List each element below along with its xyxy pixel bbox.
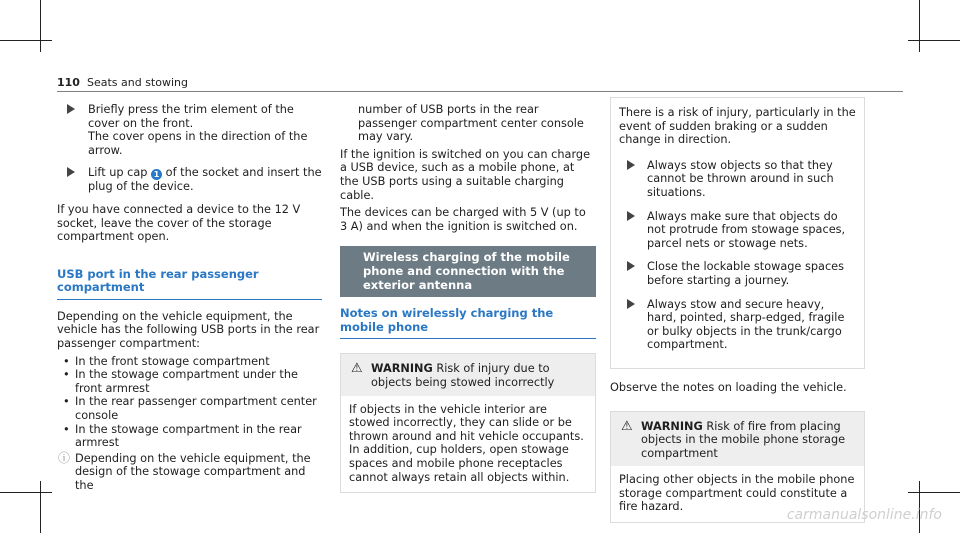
warning-body: Placing other objects in the mobile phone storage compartment could constitute a fire hazard.: [619, 473, 855, 514]
warning-label: WARNING: [371, 362, 433, 376]
section-title: Seats and stowing: [86, 76, 188, 89]
column-middle: [340, 103, 596, 493]
warning-body: If objects in the vehicle interior are stowed incorrectly, they can slide or be thrown around and hit vehicle occupants. In addition, cup holders, open stowage spaces and mobile phone receptacles cannot always retain all objects within.: [349, 402, 584, 484]
warning-header: [611, 412, 864, 467]
paragraph: number of USB ports in the rear passenger compartment center console may vary.: [358, 103, 584, 144]
warning-icon: ⚠: [621, 418, 633, 434]
subsection-heading: Notes on wirelessly charging the mobile phone: [340, 307, 596, 339]
step-arrow-icon: [627, 261, 635, 271]
crop-mark: [908, 492, 960, 493]
watermark: carmanualsonline.info: [786, 507, 942, 523]
crop-mark: [40, 0, 41, 52]
paragraph: The devices can be charged with 5 V (up to 3 A) and when the ignition is switched on.: [340, 206, 586, 233]
step-arrow-icon: [627, 160, 635, 170]
list-item: • In the front stowage compartment: [57, 355, 322, 369]
info-icon: ⓘ: [58, 450, 71, 465]
page-header: [57, 76, 188, 90]
step-arrow-icon: [67, 167, 75, 177]
step-item: [619, 159, 856, 200]
step-item: [619, 298, 856, 352]
warning-box: [340, 353, 596, 493]
paragraph: If the ignition is switched on you can charge a USB device, such as a mobile phone, at the USB ports using a suitable charging cable.: [340, 147, 591, 202]
note-text: Depending on the vehicle equipment, the design of the stowage compartment and the: [75, 451, 311, 492]
paragraph: There is a risk of injury, particularly in the event of sudden braking or a sudden change in direction.: [619, 106, 856, 147]
warning-title: Risk of fire from placing objects in the mobile phone storage compartment: [641, 419, 846, 460]
paragraph: If you have connected a device to the 12 V socket, leave the cover of the storage compartment open.: [57, 202, 301, 244]
step-text: Lift up cap: [88, 166, 148, 180]
warning-label: WARNING: [641, 419, 703, 433]
step-text: Briefly press the trim element of the cover on the front.: [88, 103, 294, 130]
crop-mark: [919, 0, 920, 52]
step-text: Always stow objects so that they cannot be thrown around in such situations.: [647, 158, 834, 199]
step-result: The cover opens in the direction of the arrow.: [88, 130, 308, 157]
step-arrow-icon: [627, 299, 635, 309]
usb-port-list: [57, 355, 322, 450]
list-item: • In the stowage compartment in the rear armrest: [57, 423, 322, 450]
list-item: • In the rear passenger compartment center console: [57, 395, 322, 422]
step-item: [619, 260, 856, 287]
header-rule: [57, 91, 903, 92]
step-arrow-icon: [67, 104, 75, 114]
warning-icon: ⚠: [351, 361, 363, 377]
step-text: of the socket and insert the plug of the device.: [88, 166, 322, 194]
note: [57, 452, 322, 493]
paragraph: Depending on the vehicle equipment, the vehicle has the following USB ports in the rear passenger compartment:: [57, 309, 320, 350]
warning-header: [341, 354, 595, 395]
step-text: Always stow and secure heavy, hard, pointed, sharp-edged, fragile or bulky objects in the trunk/cargo compartment.: [647, 297, 845, 352]
section-banner: Wireless charging of the mobile phone and connection with the exterior antenna: [340, 246, 596, 297]
step-item: [57, 103, 322, 157]
step-text: Close the lockable stowage spaces before starting a journey.: [647, 260, 845, 287]
crop-mark: [40, 481, 41, 533]
list-item: • In the stowage compartment under the front armrest: [57, 368, 322, 395]
paragraph: Observe the notes on loading the vehicle.: [610, 380, 847, 394]
crop-mark: [0, 40, 52, 41]
callout-number-icon: 1: [151, 169, 162, 180]
section-heading: USB port in the rear passenger compartment: [57, 268, 322, 300]
column-right: [610, 103, 865, 523]
step-arrow-icon: [627, 211, 635, 221]
warning-continued-box: [610, 97, 865, 369]
crop-mark: [0, 492, 52, 493]
step-text: Always make sure that objects do not protrude from stowage spaces, parcel nets or stowage nets.: [647, 209, 846, 250]
crop-mark: [908, 40, 960, 41]
step-item: [57, 166, 322, 194]
page-number: 110: [57, 76, 80, 89]
step-item: [619, 210, 856, 251]
column-left: [57, 103, 322, 492]
warning-title: Risk of injury due to objects being stowed incorrectly: [371, 362, 555, 389]
